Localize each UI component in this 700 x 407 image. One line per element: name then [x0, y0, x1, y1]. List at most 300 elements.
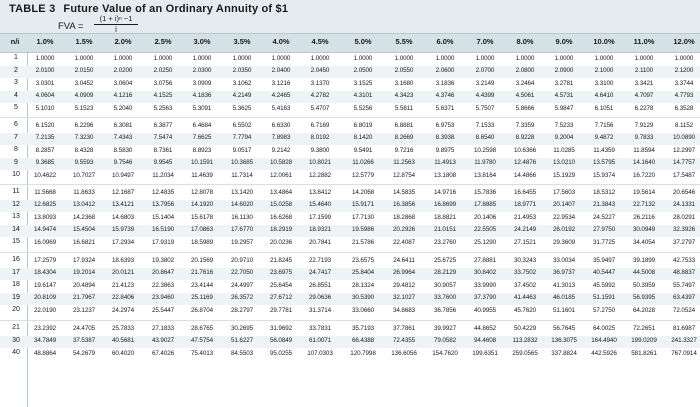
table-cell: 30.5390	[351, 294, 375, 302]
table-cell: 37.2797	[672, 238, 696, 246]
table-cell: 19.5986	[351, 226, 375, 234]
table-cell: 136.3075	[551, 337, 577, 345]
table-cell: 20.4894	[72, 281, 96, 289]
table-cell: 11.2563	[393, 159, 415, 167]
table-cell: 4.7793	[674, 92, 694, 100]
table-cell: 30.2695	[230, 324, 254, 332]
rate-header: 11.0%	[633, 37, 655, 46]
table-cell: 1.0000	[271, 54, 291, 62]
period-number: 16	[12, 256, 20, 263]
table-row	[0, 255, 700, 268]
table-row	[0, 280, 700, 293]
table-cell: 94.4608	[473, 337, 497, 345]
table-cell: 9.3800	[310, 146, 330, 154]
table-cell: 15.4640	[308, 201, 332, 209]
table-cell: 22.7193	[308, 256, 332, 264]
table-cell: 35.7193	[351, 324, 375, 332]
table-cell: 16.0969	[33, 238, 57, 246]
table-cell: 66.4388	[351, 337, 375, 345]
period-number: 21	[12, 324, 20, 331]
table-cell: 1.0000	[634, 54, 654, 62]
table-cell: 12.5779	[351, 171, 375, 179]
table-row	[0, 305, 700, 318]
period-number: 9	[14, 158, 18, 166]
table-title: Future Value of an Ordinary Annuity of $1	[63, 3, 289, 15]
table-cell: 4.5061	[515, 92, 535, 100]
table-cell: 6.1520	[35, 121, 55, 129]
table-cell: 4.0909	[74, 92, 94, 100]
period-number: 30	[12, 336, 20, 344]
table-cell: 12.2882	[308, 171, 332, 179]
table-cell: 25.1290	[473, 238, 497, 246]
table-cell: 36.9737	[552, 269, 576, 277]
table-cell: 28.1324	[351, 281, 375, 289]
table-row	[0, 170, 700, 183]
table-cell: 5.5811	[394, 104, 414, 112]
table-cell: 164.4940	[591, 337, 617, 345]
table-cell: 11.4913	[434, 159, 456, 167]
table-cell: 1.0000	[310, 54, 330, 62]
table-cell: 61.0071	[308, 337, 332, 345]
table-cell: 47.5754	[190, 337, 214, 345]
table-cell: 17.2934	[111, 238, 135, 246]
table-cell: 11.0266	[352, 159, 374, 167]
rate-header: 5.5%	[395, 37, 413, 46]
table-row	[0, 187, 700, 200]
table-cell: 3.1680	[394, 79, 414, 87]
table-cell: 8.8923	[192, 146, 212, 154]
table-cell: 24.5227	[592, 213, 616, 221]
table-cell: 4.2465	[271, 92, 291, 100]
table-cell: 25.6454	[269, 281, 293, 289]
table-cell: 6.8881	[394, 121, 414, 129]
table-cell: 13.5795	[592, 159, 616, 167]
table-cell: 30.8402	[473, 269, 497, 277]
rate-header: 2.5%	[154, 37, 172, 46]
table-cell: 15.9739	[111, 226, 135, 234]
table-cell: 21.8245	[269, 256, 293, 264]
row-group	[0, 187, 700, 250]
table-cell: 23.9460	[151, 294, 175, 302]
table-cell: 28.0291	[672, 213, 696, 221]
table-cell: 60.4020	[111, 349, 135, 357]
table-cell: 21.7616	[190, 269, 214, 277]
rate-header: 5.0%	[354, 37, 372, 46]
table-cell: 3.1525	[353, 79, 373, 87]
table-cell: 22.3863	[151, 281, 175, 289]
table-cell: 45.5992	[592, 281, 616, 289]
table-cell: 581.8261	[631, 349, 657, 357]
table-cell: 7.3359	[515, 121, 535, 129]
table-cell: 337.8824	[551, 349, 577, 357]
table-cell: 12.8078	[190, 188, 214, 196]
table-cell: 15.7836	[473, 188, 497, 196]
table-cell: 41.3013	[552, 281, 576, 289]
table-cell: 72.2651	[632, 324, 656, 332]
table-cell: 7.7156	[594, 121, 614, 129]
table-cell: 24.2974	[111, 306, 135, 314]
table-cell: 57.2750	[592, 306, 616, 314]
table-cell: 4.3101	[353, 92, 373, 100]
table-cell: 8.1152	[674, 121, 694, 129]
table-cell: 18.5989	[190, 238, 214, 246]
group-separator	[0, 252, 700, 253]
table-cell: 2.0400	[271, 67, 291, 75]
table-cell: 107.0303	[307, 349, 333, 357]
table-cell: 17.5487	[672, 171, 696, 179]
table-cell: 24.4997	[230, 281, 254, 289]
table-cell: 7.1533	[475, 121, 495, 129]
table-cell: 37.4502	[513, 281, 537, 289]
table-cell: 4.4399	[475, 92, 495, 100]
table-cell: 136.6056	[391, 349, 417, 357]
table-cell: 7.6625	[192, 134, 212, 142]
table-cell: 21.5786	[351, 238, 375, 246]
table-cell: 14.1640	[632, 159, 656, 167]
table-cell: 3.1370	[310, 79, 330, 87]
table-cell: 5.3091	[192, 104, 212, 112]
table-row	[0, 348, 700, 361]
table-cell: 8.3938	[435, 134, 455, 142]
table-cell: 37.3790	[473, 294, 497, 302]
table-cell: 17.0863	[190, 226, 214, 234]
table-cell: 13.8164	[473, 171, 497, 179]
table-cell: 4.1216	[113, 92, 133, 100]
table-cell: 23.4144	[190, 281, 214, 289]
table-cell: 16.3856	[392, 201, 416, 209]
table-cell: 55.7497	[672, 281, 696, 289]
table-cell: 2.1200	[674, 67, 694, 75]
table-cell: 56.9395	[632, 294, 656, 302]
table-cell: 37.5387	[72, 337, 96, 345]
table-cell: 33.0660	[351, 306, 375, 314]
table-cell: 12.1687	[111, 188, 135, 196]
table-cell: 7.7794	[232, 134, 252, 142]
table-cell: 50.3959	[632, 281, 656, 289]
table-cell: 20.7841	[308, 238, 332, 246]
table-cell: 8.9228	[515, 134, 535, 142]
table-cell: 2.0700	[475, 67, 495, 75]
table-cell: 23.6975	[269, 269, 293, 277]
table-cell: 3.2149	[475, 79, 495, 87]
table-cell: 2.1000	[594, 67, 614, 75]
table-cell: 16.7220	[632, 171, 656, 179]
table-cell: 56.0849	[269, 337, 293, 345]
table-cell: 17.6770	[230, 226, 254, 234]
table-cell: 35.9497	[592, 256, 616, 264]
table-cell: 24.6411	[393, 256, 415, 264]
table-cell: 3.2464	[515, 79, 535, 87]
table-cell: 5.8666	[515, 104, 535, 112]
table-cell: 20.2926	[392, 226, 416, 234]
table-cell: 30.9057	[433, 281, 457, 289]
table-cell: 39.1899	[632, 256, 656, 264]
period-number: 3	[14, 79, 18, 87]
table-cell: 5.4163	[271, 104, 291, 112]
table-cell: 9.2142	[271, 146, 291, 154]
table-cell: 17.1599	[308, 213, 332, 221]
table-row	[0, 145, 700, 158]
table-cell: 10.6366	[513, 146, 537, 154]
table-cell: 50.4229	[513, 324, 537, 332]
table-cell: 11.4639	[191, 171, 213, 179]
table-heading	[9, 3, 296, 15]
table-cell: 13.8412	[308, 188, 332, 196]
table-cell: 1.0000	[594, 54, 614, 62]
table-cell: 2.0600	[435, 67, 455, 75]
table-cell: 8.1420	[353, 134, 373, 142]
table-cell: 4.3423	[394, 92, 414, 100]
table-cell: 3.0909	[192, 79, 212, 87]
table-cell: 3.3744	[674, 79, 694, 87]
table-cell: 7.2135	[35, 134, 55, 142]
table-cell: 17.7130	[351, 213, 375, 221]
rate-header: 1.0%	[36, 37, 54, 46]
row-group	[0, 120, 700, 183]
table-header-band	[0, 0, 700, 33]
table-row	[0, 66, 700, 79]
period-number: 4	[14, 91, 18, 99]
table-cell: 26.8551	[308, 281, 332, 289]
table-cell: 11.9780	[474, 159, 496, 167]
table-cell: 34.4054	[632, 238, 656, 246]
period-number: 5	[14, 104, 18, 112]
table-cell: 14.2068	[351, 188, 375, 196]
table-cell: 6.8019	[353, 121, 373, 129]
table-cell: 2.0200	[113, 67, 133, 75]
table-cell: 17.2579	[33, 256, 57, 264]
table-cell: 18.8821	[433, 213, 457, 221]
table-cell: 13.0412	[72, 201, 96, 209]
table-cell: 26.9964	[392, 269, 416, 277]
row-group	[0, 255, 700, 318]
table-cell: 11.2034	[152, 171, 174, 179]
table-cell: 15.4504	[72, 226, 96, 234]
rate-header: 8.0%	[516, 37, 534, 46]
table-row	[0, 237, 700, 250]
formula-fraction	[94, 14, 138, 34]
table-cell: 22.5505	[473, 226, 497, 234]
table-cell: 14.9716	[433, 188, 457, 196]
table-cell: 13.1420	[230, 188, 254, 196]
period-number: 11	[12, 188, 20, 195]
table-cell: 25.1169	[191, 294, 213, 302]
table-cell: 29.4812	[392, 281, 416, 289]
table-cell: 29.0636	[308, 294, 332, 302]
table-cell: 19.2014	[72, 269, 96, 277]
table-cell: 44.5008	[632, 269, 656, 277]
table-cell: 11.5668	[34, 188, 56, 196]
table-cell: 19.6147	[33, 281, 57, 289]
table-cell: 3.0604	[113, 79, 133, 87]
table-cell: 1.0000	[674, 54, 694, 62]
table-cell: 12.2997	[672, 146, 696, 154]
table-cell: 2.0800	[515, 67, 535, 75]
table-cell: 442.5926	[591, 349, 617, 357]
table-cell: 40.5447	[592, 269, 616, 277]
table-row	[0, 336, 700, 349]
table-cell: 23.1237	[72, 306, 96, 314]
table-cell: 21.4953	[513, 213, 537, 221]
table-cell: 20.6546	[672, 188, 696, 196]
table-cell: 2.0450	[310, 67, 330, 75]
table-cell: 14.7757	[672, 159, 696, 167]
table-cell: 10.2598	[473, 146, 497, 154]
table-cell: 2.0250	[153, 67, 173, 75]
table-cell: 33.7831	[308, 324, 332, 332]
table-cell: 3.1216	[271, 79, 291, 87]
table-cell: 23.6575	[351, 256, 375, 264]
table-cell: 17.9319	[151, 238, 175, 246]
table-cell: 43.9027	[151, 337, 175, 345]
table-cell: 95.0255	[269, 349, 293, 357]
table-cell: 25.8404	[351, 269, 375, 277]
group-separator	[0, 320, 700, 321]
table-cell: 11.7314	[231, 171, 253, 179]
table-cell: 6.3877	[153, 121, 173, 129]
table-cell: 17.9324	[72, 256, 96, 264]
table-cell: 7.3230	[74, 134, 94, 142]
period-number: 19	[12, 293, 20, 301]
table-cell: 2.0550	[394, 67, 414, 75]
table-cell: 120.7998	[350, 349, 376, 357]
table-cell: 6.3081	[113, 121, 133, 129]
table-cell: 36.7856	[433, 306, 457, 314]
rate-header: 3.5%	[233, 37, 251, 46]
table-cell: 2.0150	[74, 67, 94, 75]
table-cell: 9.7216	[394, 146, 414, 154]
table-row	[0, 293, 700, 306]
table-cell: 7.8983	[271, 134, 291, 142]
table-cell: 8.7361	[153, 146, 173, 154]
table-cell: 20.0121	[111, 269, 135, 277]
table-cell: 39.9927	[433, 324, 457, 332]
table-cell: 33.9990	[473, 281, 497, 289]
table-cell: 22.8406	[111, 294, 135, 302]
table-row	[0, 78, 700, 91]
table-cell: 63.4397	[672, 294, 696, 302]
table-cell: 56.7645	[552, 324, 576, 332]
table-cell: 28.2129	[433, 269, 457, 277]
table-cell: 5.1010	[35, 104, 55, 112]
table-cell: 6.3528	[674, 104, 694, 112]
table-cell: 4.2149	[232, 92, 252, 100]
table-cell: 33.0034	[552, 256, 576, 264]
table-cell: 10.0890	[672, 134, 696, 142]
table-cell: 14.4866	[513, 171, 537, 179]
table-cell: 18.9771	[513, 201, 537, 209]
table-cell: 15.9171	[351, 201, 375, 209]
table-cell: 18.9321	[308, 226, 332, 234]
period-number: 40	[12, 349, 20, 357]
table-row	[0, 120, 700, 133]
table-cell: 22.7050	[230, 269, 254, 277]
table-cell: 4.1525	[153, 92, 173, 100]
table-cell: 17.8885	[473, 201, 497, 209]
group-separator	[0, 184, 700, 185]
period-number: 6	[14, 121, 18, 128]
table-cell: 16.8699	[433, 201, 457, 209]
table-row	[0, 212, 700, 225]
table-cell: 15.6178	[190, 213, 214, 221]
table-cell: 7.4343	[113, 134, 133, 142]
table-cell: 1.0000	[35, 54, 55, 62]
table-cell: 24.2149	[513, 226, 537, 234]
table-cell: 30.3243	[513, 256, 537, 264]
rate-header-row	[0, 33, 700, 53]
table-cell: 24.7417	[308, 269, 332, 277]
table-row	[0, 133, 700, 146]
table-cell: 113.2832	[512, 337, 538, 345]
table-cell: 42.7533	[672, 256, 696, 264]
table-cell: 10.1591	[190, 159, 214, 167]
table-cell: 4.2782	[310, 92, 330, 100]
table-cell: 1.0000	[515, 54, 535, 62]
table-cell: 8.4328	[74, 146, 94, 154]
table-cell: 2.1100	[634, 67, 654, 75]
period-number: 14	[12, 225, 20, 233]
table-cell: 18.4304	[33, 269, 57, 277]
table-cell: 16.6821	[72, 238, 96, 246]
table-cell: 9.5491	[353, 146, 373, 154]
table-cell: 9.2004	[554, 134, 574, 142]
table-cell: 25.7833	[111, 324, 135, 332]
table-cell: 81.6987	[672, 324, 696, 332]
table-cell: 12.0061	[269, 171, 293, 179]
table-cell: 1.0000	[192, 54, 212, 62]
table-cell: 21.7967	[72, 294, 96, 302]
table-cell: 6.9753	[435, 121, 455, 129]
table-cell: 7.5233	[554, 121, 574, 129]
period-number: 12	[12, 200, 20, 208]
table-cell: 10.4622	[33, 171, 57, 179]
table-cell: 13.0210	[552, 159, 576, 167]
table-cell: 51.6227	[230, 337, 254, 345]
table-cell: 5.7507	[475, 104, 495, 112]
table-cell: 10.7027	[72, 171, 96, 179]
table-cell: 1.0000	[74, 54, 94, 62]
table-cell: 3.3100	[594, 79, 614, 87]
period-number: 7	[14, 133, 18, 141]
table-cell: 26.8704	[190, 306, 214, 314]
table-cell: 6.6330	[271, 121, 291, 129]
table-cell: 19.5614	[632, 188, 656, 196]
rate-header: 3.0%	[193, 37, 211, 46]
table-cell: 4.3746	[435, 92, 455, 100]
table-cell: 9.7546	[113, 159, 133, 167]
table-cell: 40.9955	[473, 306, 497, 314]
table-cell: 33.7600	[433, 294, 457, 302]
table-cell: 27.8881	[473, 256, 497, 264]
table-cell: 6.5502	[232, 121, 252, 129]
table-cell: 29.7781	[269, 306, 293, 314]
table-cell: 241.3327	[671, 337, 697, 345]
table-cell: 1.0000	[394, 54, 414, 62]
table-cell: 5.9847	[554, 104, 574, 112]
table-row	[0, 323, 700, 336]
table-cell: 24.4705	[72, 324, 96, 332]
table-cell: 767.0914	[671, 349, 697, 357]
period-number: 15	[12, 238, 20, 246]
table-cell: 18.5312	[592, 188, 616, 196]
table-cell: 28.6765	[190, 324, 214, 332]
formula-numerator: (1 + i)ⁿ −1	[99, 14, 133, 23]
table-cell: 19.2957	[230, 238, 254, 246]
period-header: n/i	[10, 37, 20, 46]
table-cell: 199.0209	[631, 337, 657, 345]
rate-header: 6.0%	[436, 37, 454, 46]
table-cell: 27.1833	[151, 324, 175, 332]
